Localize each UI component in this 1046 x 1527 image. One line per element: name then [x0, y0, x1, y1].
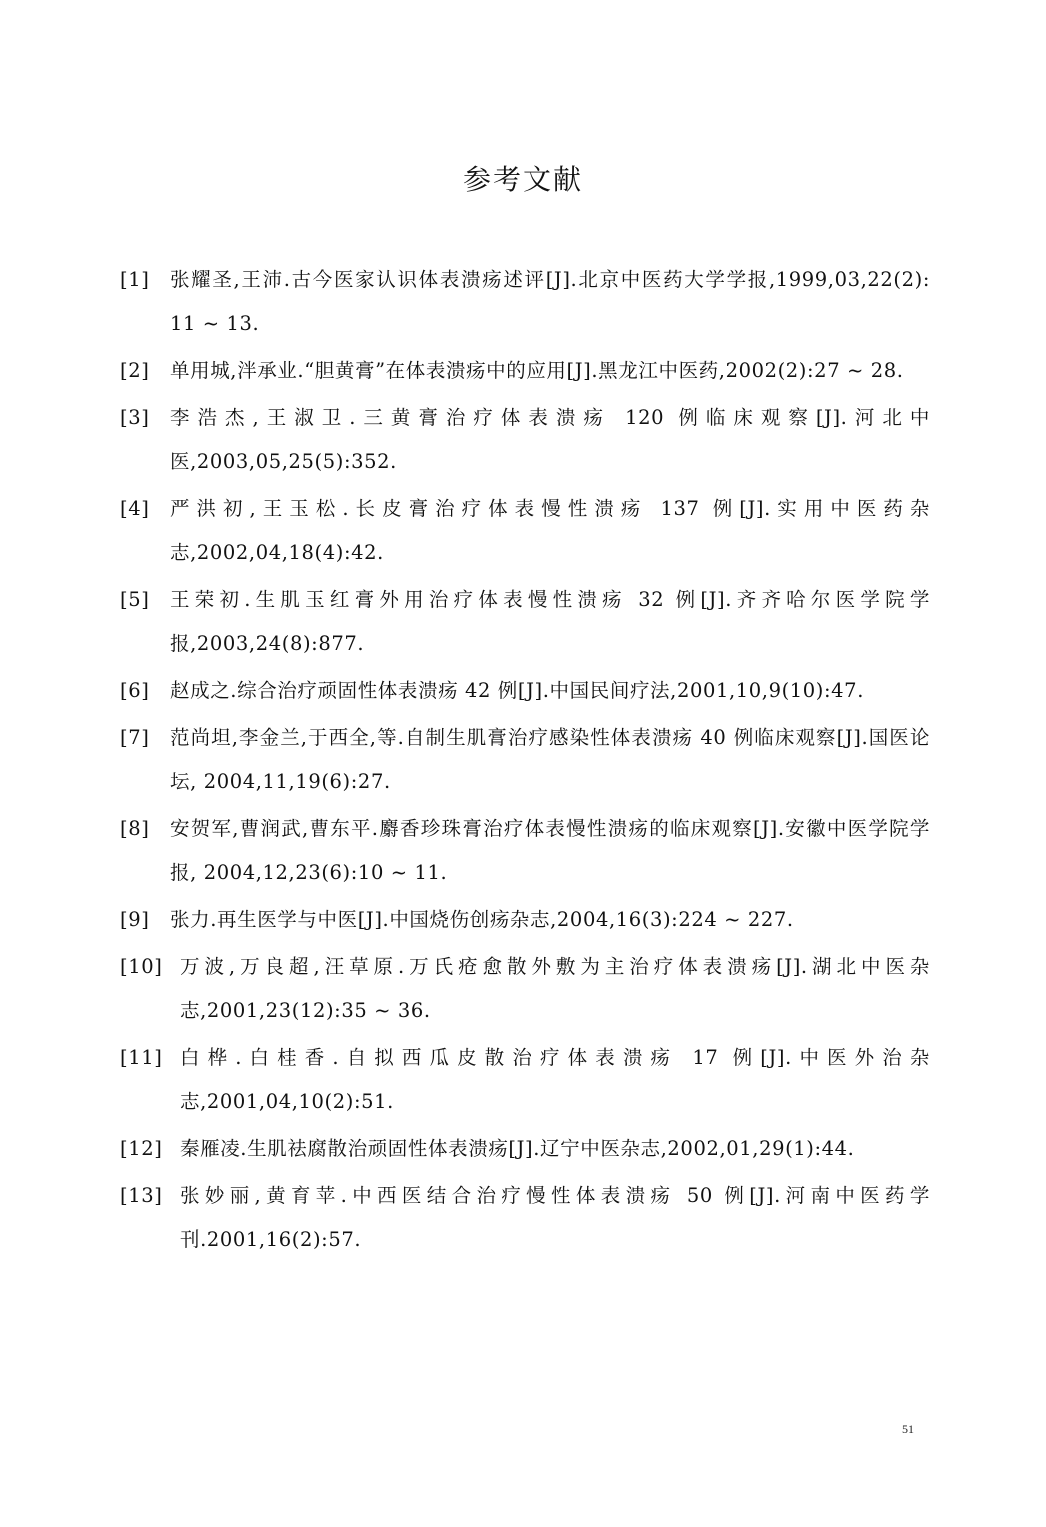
reference-text: 赵成之.综合治疗顽固性体表溃疡 42 例[J].中国民间疗法,2001,10,9(10):47.: [170, 679, 864, 702]
reference-item: [120, 1174, 930, 1262]
reference-text: 张力.再生医学与中医[J].中国烧伤创疡杂志,2004,16(3):224 ~ 227.: [170, 908, 794, 931]
reference-number: [2]: [120, 359, 150, 382]
reference-item: [120, 807, 930, 895]
reference-text: 王荣初.生肌玉红膏外用治疗体表慢性溃疡 32 例[J].齐齐哈尔医学院学报,2003,24(8):877.: [170, 588, 930, 655]
reference-text: 秦雁凌.生肌祛腐散治顽固性体表溃疡[J].辽宁中医杂志,2002,01,29(1):44.: [180, 1137, 855, 1160]
reference-text: 严洪初,王玉松.长皮膏治疗体表慢性溃疡 137 例[J].实用中医药杂志,2002,04,18(4):42.: [170, 497, 930, 564]
reference-item: [120, 1036, 930, 1124]
reference-number: [8]: [120, 817, 150, 840]
reference-text: 白桦.白桂香.自拟西瓜皮散治疗体表溃疡 17 例[J].中医外治杂志,2001,04,10(2):51.: [180, 1046, 930, 1113]
reference-item: [120, 578, 930, 666]
reference-list: [120, 258, 930, 1265]
reference-number: [6]: [120, 679, 150, 702]
reference-text: 万波,万良超,汪草原.万氏疮愈散外敷为主治疗体表溃疡[J].湖北中医杂志,2001,23(12):35 ~ 36.: [180, 955, 930, 1022]
reference-text: 单用城,泮承业.“胆黄膏”在体表溃疡中的应用[J].黑龙江中医药,2002(2):27 ~ 28.: [170, 359, 904, 382]
reference-number: [13]: [120, 1184, 163, 1207]
reference-item: [120, 487, 930, 575]
reference-number: [4]: [120, 497, 150, 520]
reference-text: 张耀圣,王沛.古今医家认识体表溃疡述评[J].北京中医药大学学报,1999,03,22(2): 11 ~ 13.: [170, 268, 930, 335]
reference-text: 张妙丽,黄育苹.中西医结合治疗慢性体表溃疡 50 例[J].河南中医药学刊.2001,16(2):57.: [180, 1184, 930, 1251]
reference-number: [12]: [120, 1137, 163, 1160]
reference-item: [120, 349, 930, 393]
reference-number: [3]: [120, 406, 150, 429]
reference-item: [120, 258, 930, 346]
reference-text: 范尚坦,李金兰,于西全,等.自制生肌膏治疗感染性体表溃疡 40 例临床观察[J].国医论坛, 2004,11,19(6):27.: [170, 726, 930, 793]
reference-text: 安贺军,曹润武,曹东平.麝香珍珠膏治疗体表慢性溃疡的临床观察[J].安徽中医学院学报, 2004,12,23(6):10 ~ 11.: [170, 817, 930, 884]
reference-number: [9]: [120, 908, 150, 931]
reference-item: [120, 396, 930, 484]
reference-item: [120, 898, 930, 942]
reference-number: [5]: [120, 588, 150, 611]
reference-number: [7]: [120, 726, 150, 749]
reference-item: [120, 945, 930, 1033]
reference-number: [11]: [120, 1046, 163, 1069]
reference-item: [120, 669, 930, 713]
reference-item: [120, 1127, 930, 1171]
reference-number: [1]: [120, 268, 150, 291]
page-number: 51: [902, 1422, 914, 1436]
reference-item: [120, 716, 930, 804]
reference-number: [10]: [120, 955, 163, 978]
page-title: 参考文献: [462, 163, 583, 196]
reference-text: 李浩杰,王淑卫.三黄膏治疗体表溃疡 120 例临床观察[J].河北中医,2003,05,25(5):352.: [170, 406, 930, 473]
